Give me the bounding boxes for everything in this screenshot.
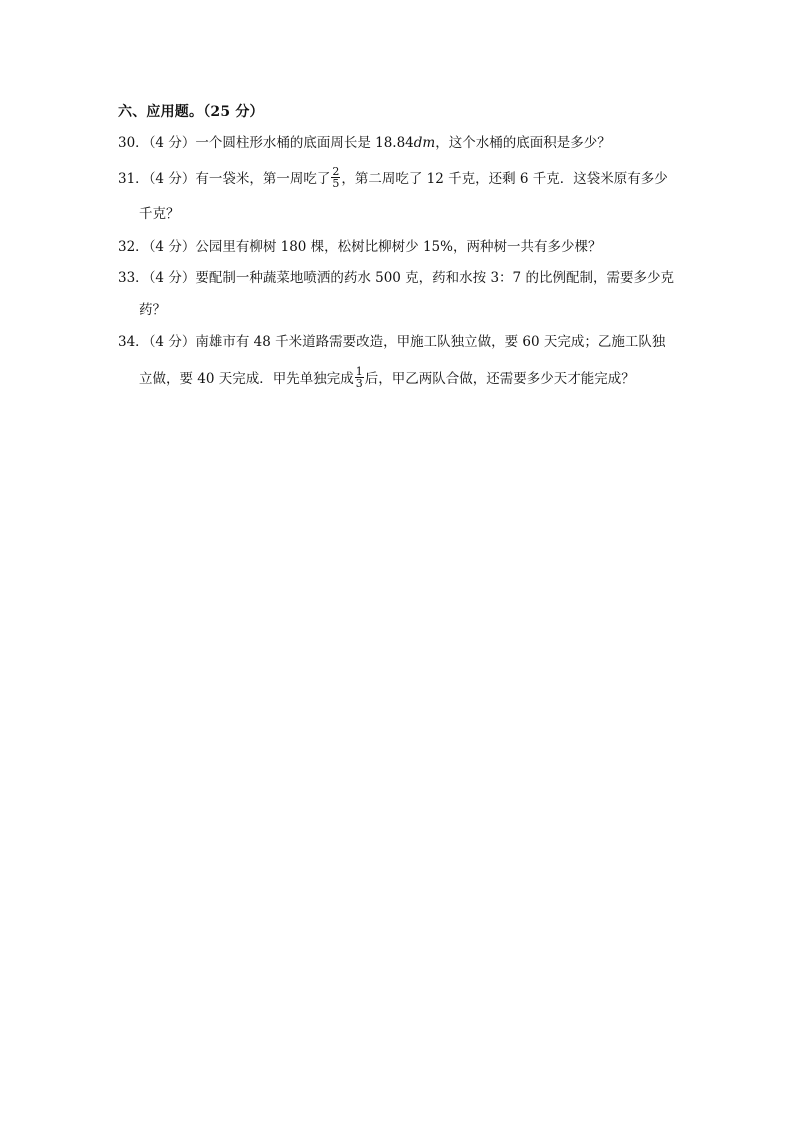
question-text: 要配制一种蔬菜地喷洒的药水 500 克，药和水按 3：7 的比例配制，需要多少克 <box>195 270 674 286</box>
question-score: （4 分） <box>148 171 196 187</box>
question-score: （4 分） <box>148 270 196 286</box>
fraction-two-fifths <box>331 166 340 189</box>
question-number: 33． <box>118 270 149 286</box>
question-33 <box>118 268 674 288</box>
question-score: （4 分） <box>148 135 196 151</box>
fraction-denominator: 3 <box>355 377 363 390</box>
fraction-numerator: 1 <box>355 365 363 378</box>
fraction-denominator: 5 <box>332 177 340 190</box>
question-31 <box>118 165 668 191</box>
unit-dm: dm <box>413 135 436 151</box>
question-number: 32． <box>118 239 149 255</box>
question-33-continuation: 药？ <box>139 302 166 318</box>
question-score: （4 分） <box>148 239 196 255</box>
question-31-continuation: 千克？ <box>139 206 180 222</box>
question-text: 一个圆柱形水桶的底面周长是 18.84 <box>195 135 414 151</box>
question-text: 立做，要 40 天完成．甲先单独完成 <box>139 371 354 387</box>
fraction-numerator: 2 <box>332 165 340 178</box>
section-title: 六、应用题。（25 分） <box>118 104 264 120</box>
question-text: 有一袋米，第一周吃了 <box>195 171 331 187</box>
question-text-end: 后，甲乙两队合做，还需要多少天才能完成？ <box>364 371 635 387</box>
question-text-end: ，这个水桶的底面积是多少？ <box>435 135 611 151</box>
question-34-continuation <box>139 365 635 391</box>
question-number: 34． <box>118 334 149 350</box>
question-32 <box>118 237 601 257</box>
fraction-one-third <box>355 366 364 389</box>
question-text-end: ，第二周吃了 12 千克，还剩 6 千克．这袋米原有多少 <box>341 171 668 187</box>
question-34 <box>118 332 665 352</box>
question-score: （4 分） <box>148 334 196 350</box>
question-number: 31． <box>118 171 149 187</box>
question-text: 南雄市有 48 千米道路需要改造，甲施工队独立做，要 60 天完成；乙施工队独 <box>195 334 666 350</box>
question-30 <box>118 133 611 153</box>
question-number: 30． <box>118 135 149 151</box>
question-text: 公园里有柳树 180 棵，松树比柳树少 15%，两种树一共有多少棵？ <box>195 239 602 255</box>
